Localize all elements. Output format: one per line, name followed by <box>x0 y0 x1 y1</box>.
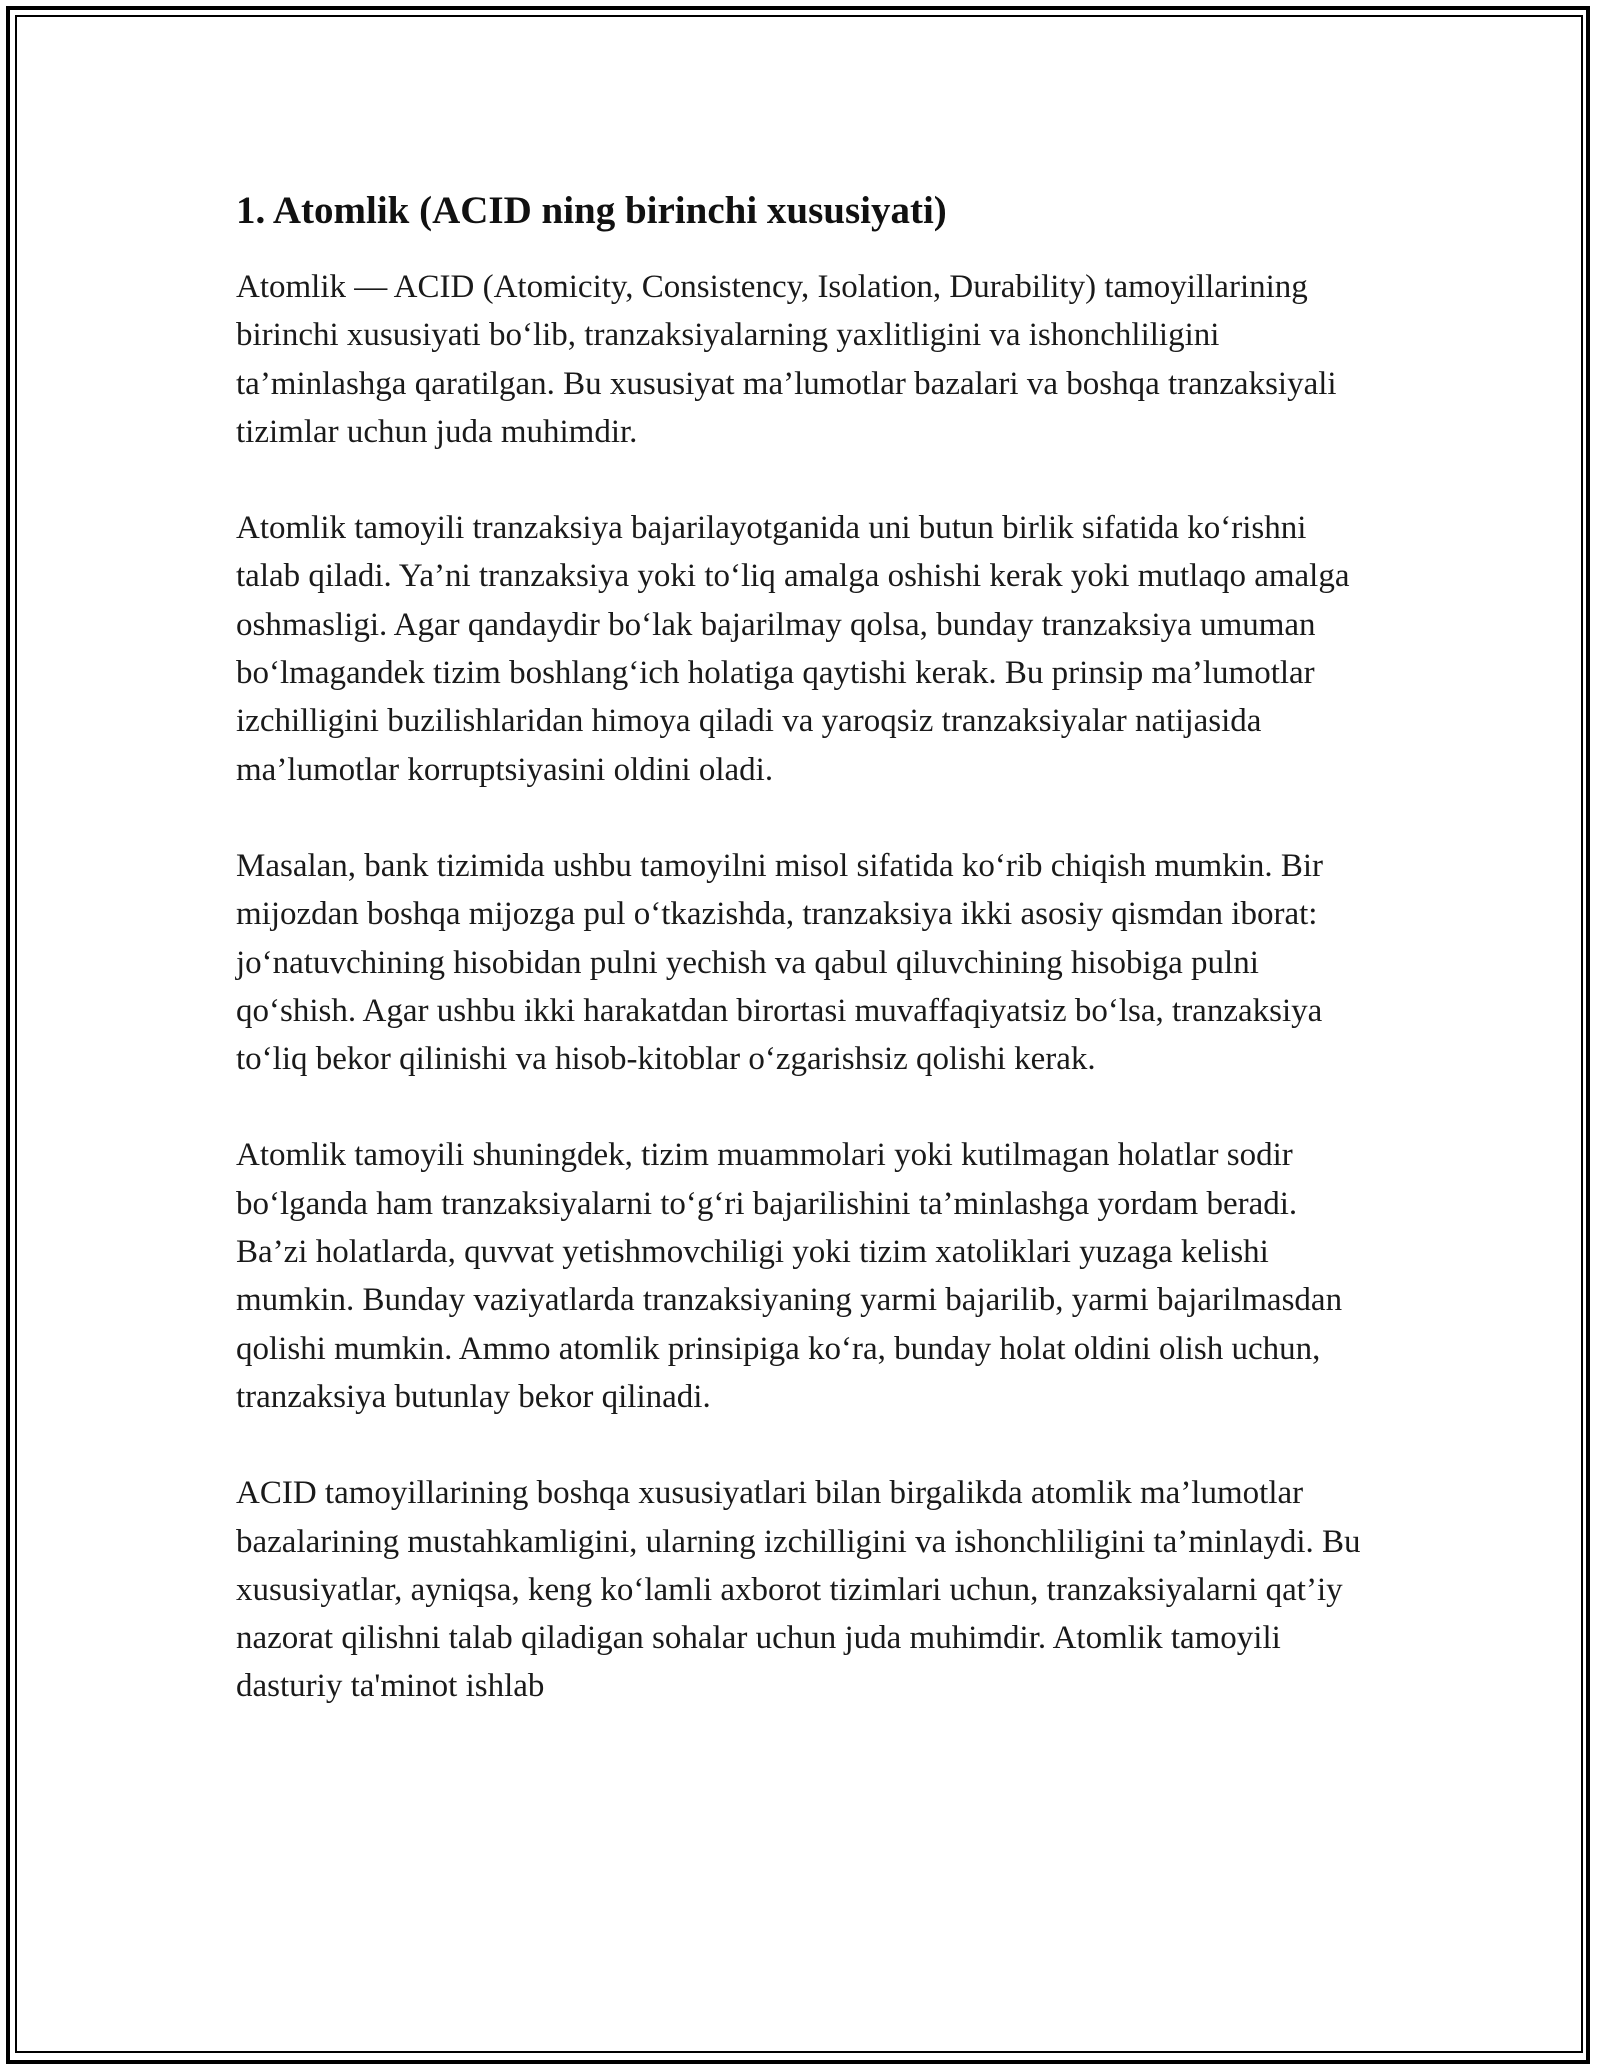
section-heading: 1. Atomlik (ACID ning birinchi xususiyati) <box>236 189 947 232</box>
paragraph-2: Atomlik tamoyili tranzaksiya bajarilayotganida uni butun birlik sifatida ko‘rishni talab qiladi. Ya’ni tranzaksiya yoki to‘liq amalga oshishi kerak yoki mutlaqo amalga oshmasligi. Agar qandaydir bo‘lak bajarilmay qolsa, bunday tranzaksiya umuman bo‘lmagandek tizim boshlang‘ich holatiga qaytishi kerak. Bu prinsip ma’lumotlar izchilligini buzilishlaridan himoya qiladi va yaroqsiz tranzaksiyalar natijasida ma’lumotlar korruptsiyasini oldini oladi. <box>236 510 1350 788</box>
paragraph-3: Masalan, bank tizimida ushbu tamoyilni misol sifatida ko‘rib chiqish mumkin. Bir mijozdan boshqa mijozga pul o‘tkazishda, tranzaksiya ikki asosiy qismdan iborat: jo‘natuvchining hisobidan pulni yechish va qabul qiluvchining hisobiga pulni qo‘shish. Agar ushbu ikki harakatdan birortasi muvaffaqiyatsiz bo‘lsa, tranzaksiya to‘liq bekor qilinishi va hisob-kitoblar o‘zgarishsiz qolishi kerak. <box>236 847 1324 1078</box>
paragraph-1: Atomlik — ACID (Atomicity, Consistency, Isolation, Durability) tamoyillarining birinchi xususiyati bo‘lib, tranzaksiyalarning yaxlitligini va ishonchliligini ta’minlashga qaratilgan. Bu xususiyat ma’lumotlar bazalari va boshqa tranzaksiyali tizimlar uchun juda muhimdir. <box>236 269 1337 450</box>
paragraph-4: Atomlik tamoyili shuningdek, tizim muammolari yoki kutilmagan holatlar sodir bo‘lganda ham tranzaksiyalarni to‘g‘ri bajarilishini ta’minlashga yordam beradi. Ba’zi holatlarda, quvvat yetishmovchiligi yoki tizim xatoliklari yuzaga kelishi mumkin. Bunday vaziyatlarda tranzaksiyaning yarmi bajarilib, yarmi bajarilmasdan qolishi mumkin. Ammo atomlik prinsipiga ko‘ra, bunday holat oldini olish uchun, tranzaksiya butunlay bekor qilinadi. <box>236 1137 1343 1415</box>
document-body <box>236 183 1376 1759</box>
paragraph-5: ACID tamoyillarining boshqa xususiyatlari bilan birgalikda atomlik ma’lumotlar bazalarining mustahkamligini, ularning izchilligini va ishonchliligini ta’minlaydi. Bu xususiyatlar, ayniqsa, keng ko‘lamli axborot tizimlari uchun, tranzaksiyalarni qat’iy nazorat qilishni talab qiladigan sohalar uchun juda muhimdir. Atomlik tamoyili dasturiy ta'minot ishlab <box>236 1475 1361 1705</box>
